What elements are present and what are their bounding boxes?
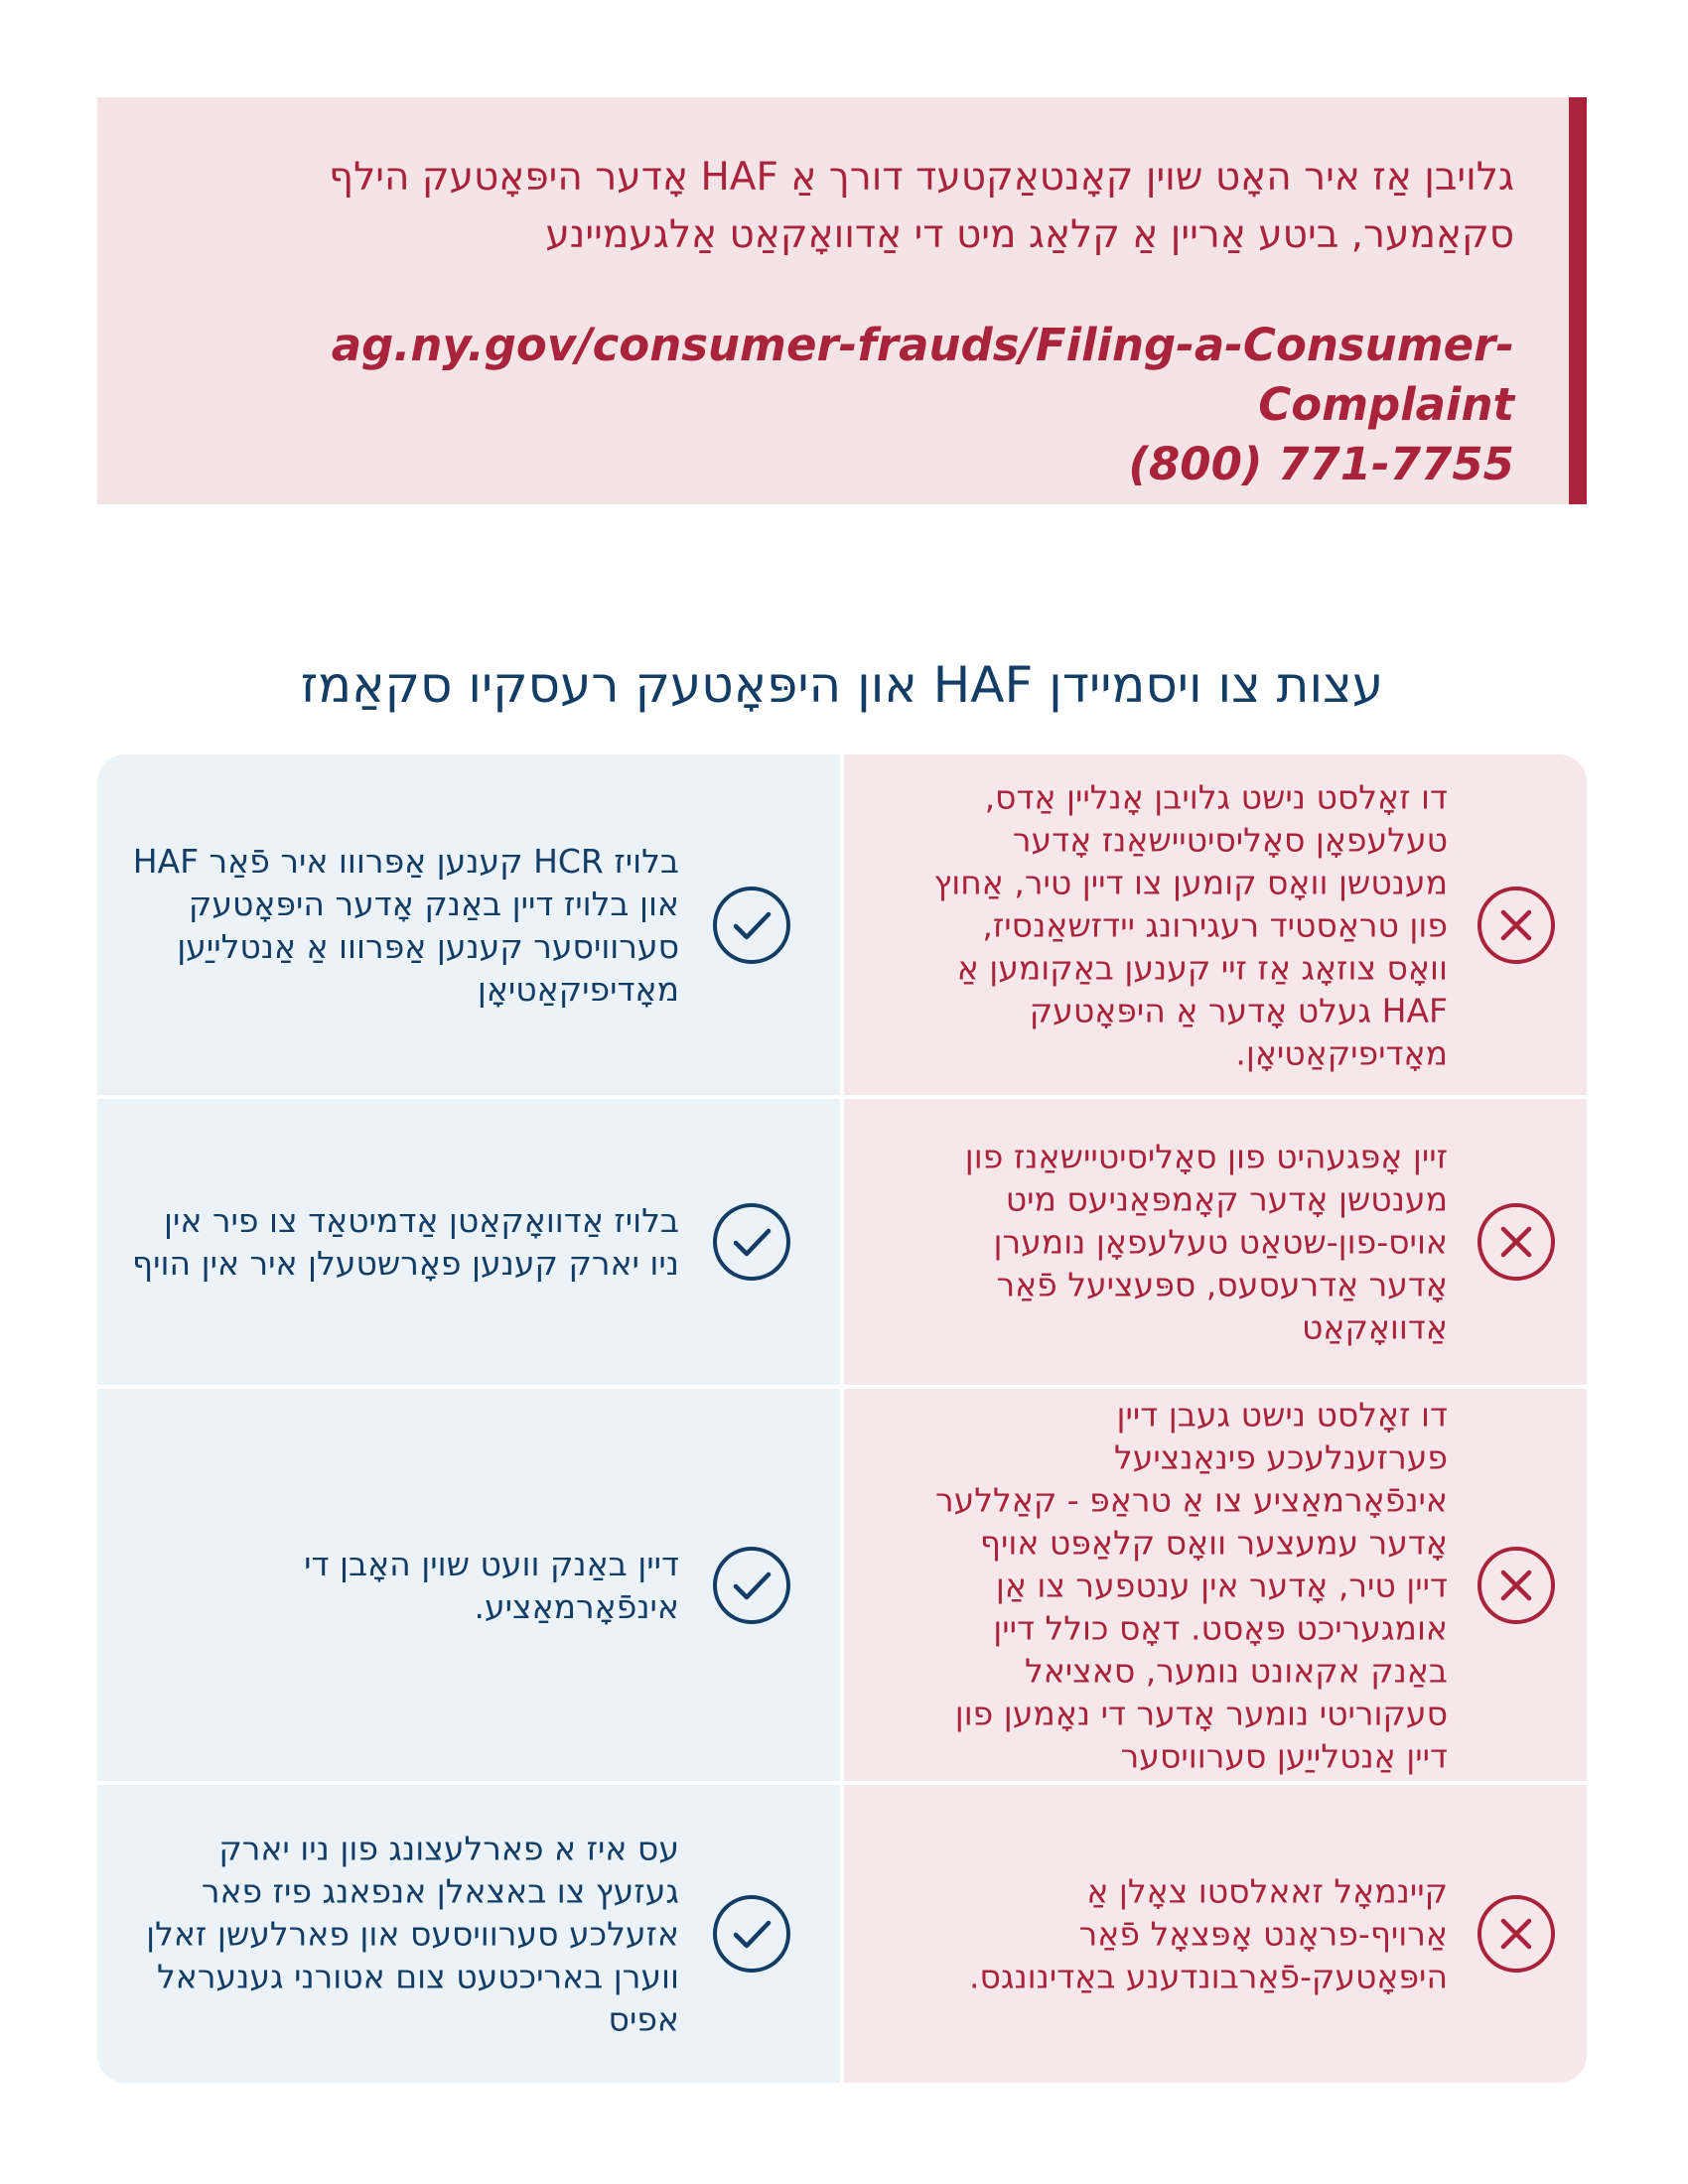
do-text: בלויז אַדוואָקאַטן אַדמיטאַד צו פיר אין ניו יארק קענען פאָרשטעלן איר אין הויף	[132, 1201, 679, 1283]
x-circle-icon	[1476, 1545, 1557, 1626]
tip-row	[97, 1099, 1587, 1385]
do-cell	[97, 1389, 840, 1781]
x-circle-icon	[1476, 1893, 1557, 1975]
dont-cell	[844, 1785, 1587, 2083]
do-text: דיין באַנק וועט שוין האָבן די אינפֿאָרמאַציע.	[304, 1544, 679, 1626]
dont-text: קיינמאָל זאאלסטו צאָלן אַ אַרויף-פראָנט אָפּצאָל פֿאַר היפּאָטעק-פֿאַרבונדענע באַדינונגס.	[968, 1871, 1448, 1996]
section-title: עצות צו ויסמיידן HAF און היפּאָטעק רעסקיו סקאַמז	[300, 656, 1384, 714]
complaint-callout	[97, 97, 1587, 504]
dont-text: דו זאָלסט נישט געבן דיין פערזענלעכע פינאַנציעל אינפֿאָרמאַציע צו אַ טראַפּ - קאַללער אָדער עמעצער וואָס קלאַפּט אויף דיין טיר, אָדער אין ענטפער צו אַן אומגעריכט פּאָסט. דאָס כולל דיין באַנק אקאונט נומער, סאציאל סעקוריטי נומער אָדער די נאָמען פון דיין אַנטלייַען סערוויסער	[935, 1395, 1448, 1775]
tip-row	[97, 1389, 1587, 1781]
x-circle-icon	[1476, 885, 1557, 966]
do-text: עס איז א פארלעצונג פון ניו יארק געזעץ צו באצאלן אנפאנג פיז פאר אזעלכע סערוויסעס און פארלעשן זאלן ווערן באריכטעט צום אטורני גענעראל אפיס	[146, 1829, 679, 2039]
dont-cell	[844, 1099, 1587, 1385]
do-cell	[97, 1785, 840, 2083]
dont-text: זיין אָפּגעהיט פון סאָליסיטיישאַנז פון מענטשן אָדער קאָמפּאַניעס מיט אויס-פון-שטאַט טעלעפאָן נומערן אָדער אַדרעסעס, ספּעציעל פֿאַר אַדוואָקאַט	[964, 1137, 1448, 1347]
dont-text: דו זאָלסט נישט גלויבן אָנליין אַדס, טעלעפאָן סאָליסיטיישאַנז אָדער מענטשן וואָס קומען צו דיין טיר, אַחוץ פון טראַסטיד רעגירונג יידזשאַנסיז, וואָס צוזאָג אַז זיי קענען באַקומען אַ HAF געלט אָדער אַ היפּאָטעק מאָדיפיקאַטיאָן.	[933, 777, 1448, 1072]
check-circle-icon	[711, 885, 792, 966]
dont-cell	[844, 1389, 1587, 1781]
dont-cell	[844, 754, 1587, 1095]
do-cell	[97, 754, 840, 1095]
tip-row	[97, 1785, 1587, 2083]
tip-row	[97, 754, 1587, 1095]
tips-table	[97, 754, 1587, 2083]
complaint-phone[interactable]: (800) 771-7755	[1128, 438, 1514, 490]
x-circle-icon	[1476, 1201, 1557, 1283]
do-cell	[97, 1099, 840, 1385]
check-circle-icon	[711, 1893, 792, 1975]
check-circle-icon	[711, 1201, 792, 1283]
callout-message: גלויבן אַז איר האָט שוין קאָנטאַקטעד דורך אַ HAF אָדער היפּאָטעק הילף סקאַמער, ביטע אַריין אַ קלאַג מיט די אַדוואָקאַט אַלגעמיינע	[329, 155, 1514, 257]
complaint-link[interactable]: ag.ny.gov/consumer-frauds/Filing-a-Consumer-Complaint	[331, 319, 1514, 431]
check-circle-icon	[711, 1545, 792, 1626]
do-text: בלויז HCR קענען אַפּרווו איר פֿאַר HAF און בלויז דיין באַנק אָדער היפּאָטעק סערוויסער קענען אַפּרווו אַ אַנטלייַען מאָדיפיקאַטיאָן	[132, 841, 679, 1009]
